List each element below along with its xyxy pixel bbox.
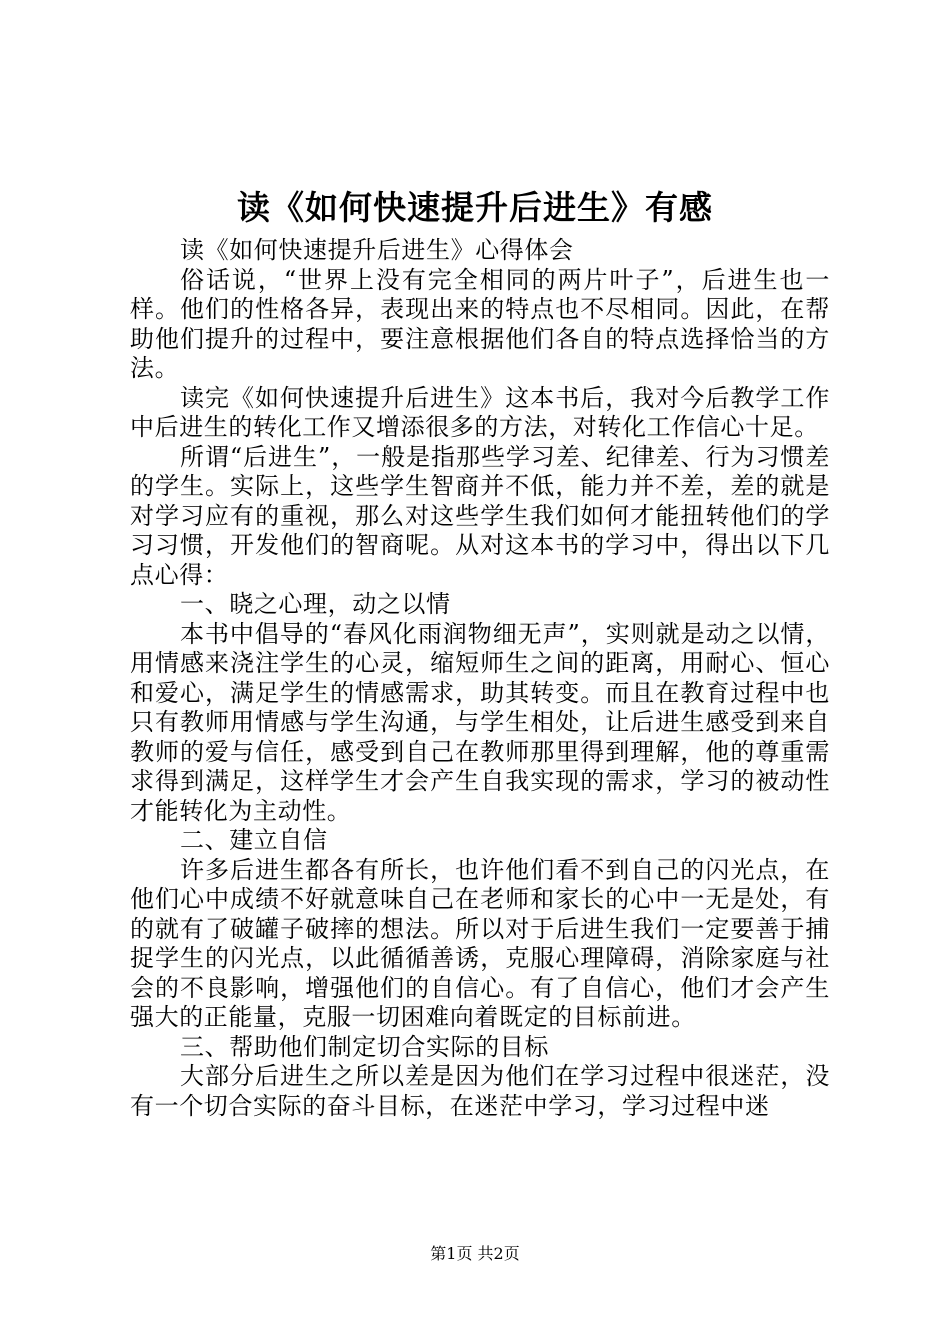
paragraph: 大部分后进生之所以差是因为他们在学习过程中很迷茫，没有一个切合实际的奋斗目标，在迷茫中学习，学习过程中迷 — [130, 1062, 830, 1120]
paragraph: 许多后进生都各有所长，也许他们看不到自己的闪光点，在他们心中成绩不好就意味自己在老师和家长的心中一无是处，有的就有了破罐子破摔的想法。所以对于后进生我们一定要善于捕捉学生的闪光点，以此循循善诱，克服心理障碍，消除家庭与社会的不良影响，增强他们的自信心。有了自信心，他们才会产生强大的正能量，克服一切困难向着既定的目标前进。 — [130, 855, 830, 1031]
paragraph: 所谓“后进生”，一般是指那些学习差、纪律差、行为习惯差的学生。实际上，这些学生智商并不低，能力并不差，差的就是对学习应有的重视，那么对这些学生我们如何才能扭转他们的学习习惯，开发他们的智商呢。从对这本书的学习中，得出以下几点心得： — [130, 442, 830, 589]
document-title: 读《如何快速提升后进生》有感 — [237, 188, 713, 227]
page-footer: 第1页 共2页 — [430, 1244, 520, 1263]
section-heading: 三、帮助他们制定切合实际的目标 — [180, 1032, 549, 1061]
section-heading: 二、建立自信 — [180, 826, 328, 854]
document-body — [130, 236, 830, 1121]
section-heading: 一、晓之心理，动之以情 — [180, 590, 451, 618]
paragraph: 俗话说，“世界上没有完全相同的两片叶子”，后进生也一样。他们的性格各异，表现出来的特点也不尽相同。因此，在帮助他们提升的过程中，要注意根据他们各自的特点选择恰当的方法。 — [130, 265, 830, 382]
paragraph: 读完《如何快速提升后进生》这本书后，我对今后教学工作中后进生的转化工作又增添很多的方法，对转化工作信心十足。 — [130, 383, 830, 441]
paragraph-subtitle: 读《如何快速提升后进生》心得体会 — [180, 236, 574, 264]
paragraph: 本书中倡导的“春风化雨润物细无声”，实则就是动之以情，用情感来浇注学生的心灵，缩短师生之间的距离，用耐心、恒心和爱心，满足学生的情感需求，助其转变。而且在教育过程中也只有教师用情感与学生沟通，与学生相处，让后进生感受到来自教师的爱与信任，感受到自己在教师那里得到理解，他的尊重需求得到满足，这样学生才会产生自我实现的需求，学习的被动性才能转化为主动性。 — [130, 619, 830, 825]
